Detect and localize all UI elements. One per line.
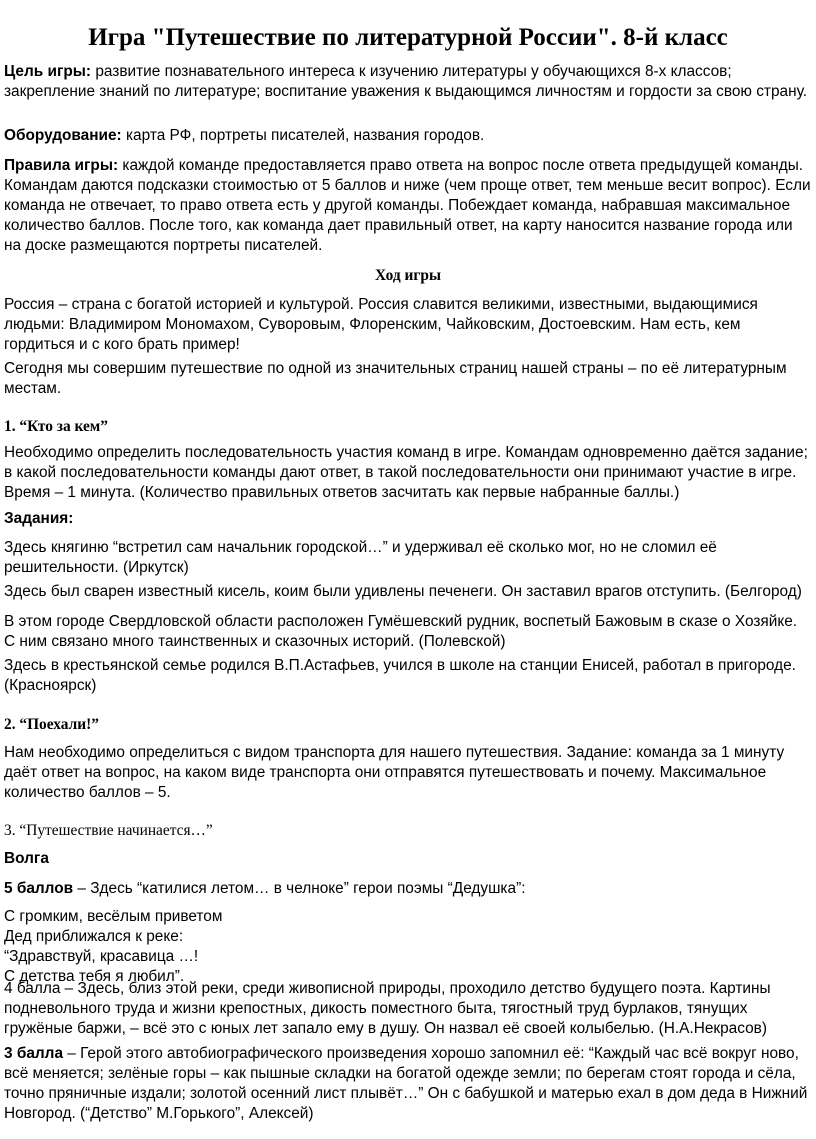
points5-paragraph: [4, 879, 812, 899]
equipment-text: карта РФ, портреты писателей, названия городов.: [121, 127, 485, 144]
poem-line: Дед приближался к реке:: [4, 928, 184, 945]
poem-block: [4, 907, 812, 987]
section3-heading: 3. “Путешествие начинается…”: [4, 822, 213, 839]
section2-text: Нам необходимо определиться с видом транспорта для нашего путешествия. Задание: команда за 1 минуту даёт ответ на вопрос, на каком виде транспорта они отправятся путешествовать и почему. Максимальное количество баллов – 5.: [4, 744, 785, 801]
poem-line: “Здравствуй, красавица …!: [4, 948, 199, 965]
section2-heading: 2. “Поехали!”: [4, 716, 99, 733]
section1-text: Необходимо определить последовательность участия команд в игре. Командам одновременно даётся задание; в какой последовательности команды дают ответ, в такой последовательности они принимают участие в игре. Время – 1 минута. (Количество правильных ответов засчитать как первые набранные баллы.): [4, 444, 808, 501]
rules-paragraph: [4, 156, 812, 256]
rules-label: Правила игры:: [4, 157, 119, 174]
intro-paragraph: Сегодня мы совершим путешествие по одной из значительных страниц нашей страны – по её литературным местам.: [4, 360, 787, 397]
section1-heading: 1. “Кто за кем”: [4, 418, 108, 435]
task-item: Здесь был сварен известный кисель, коим были удивлены печенеги. Он заставил врагов отступить. (Белгород): [4, 583, 802, 600]
course-heading: Ход игры: [375, 267, 441, 284]
points3-paragraph: [4, 1044, 812, 1124]
goal-text: развитие познавательного интереса к изучению литературы у обучающихся 8-х классов; закрепление знаний по литературе; воспитание уважения к выдающимся личностям и гордости за свою страну.: [4, 63, 808, 100]
goal-label: Цель игры:: [4, 63, 92, 80]
page-title: Игра "Путешествие по литературной России". 8-й класс: [88, 24, 728, 51]
section3-subheading: Волга: [4, 850, 49, 867]
task-item: В этом городе Свердловской области расположен Гумёшевский рудник, воспетый Бажовым в сказе о Хозяйке. С ним связано много таинственных и сказочных историй. (Полевской): [4, 613, 798, 650]
poem-line: С детства тебя я любил”.: [4, 968, 185, 985]
points5-label: 5 баллов: [4, 880, 74, 897]
points3-text: – Герой этого автобиографического произведения хорошо запомнил её: “Каждый час всё вокруг ново, всё меняется; зелёные горы – как пышные складки на богатой одежде земли; по берегам стоят города и сёла, точно пряничные издали; золотой осенний лист плывёт…” Он с бабушкой и матерью ехал в дом деда в Нижний Новгород. (“Детство” М.Горького”, Алексей): [4, 1045, 808, 1122]
points5-text: – Здесь “катилися летом… в челноке” герои поэмы “Дедушка”:: [73, 880, 526, 897]
equipment-paragraph: [4, 126, 812, 146]
task-item: Здесь княгиню “встретил сам начальник городской…” и удерживал её сколько мог, но не сломил её решительности. (Иркутск): [4, 539, 717, 576]
rules-text: каждой команде предоставляется право ответа на вопрос после ответа предыдущей команды. Командам даются подсказки стоимостью от 5 баллов и ниже (чем проще ответ, тем меньше весит вопрос). Если команда не отвечает, то право ответа есть у другой команды. Побеждает команда, набравшая максимальное количество баллов. После того, как команда дает правильный ответ, на карту наносится название города или на доске размещаются портреты писателей.: [4, 157, 811, 254]
intro-paragraph: Россия – страна с богатой историей и культурой. Россия славится великими, известными, выдающимися людьми: Владимиром Мономахом, Суворовым, Флоренским, Чайковским, Достоевским. Нам есть, кем гордиться и с кого брать пример!: [4, 296, 758, 353]
points4-paragraph: 4 балла – Здесь, близ этой реки, среди живописной природы, проходило детство будущего поэта. Картины подневольного труда и жизни крепостных, дикость поместного быта, тягостный труд бурлаков, тянущих гружёные баржи, – всё это с юных лет запало ему в душу. Он назвал её своей колыбелью. (Н.А.Некрасов): [4, 980, 771, 1037]
poem-line: С громким, весёлым приветом: [4, 908, 223, 925]
points3-label: 3 балла: [4, 1045, 64, 1062]
goal-paragraph: [4, 62, 812, 102]
task-item: Здесь в крестьянской семье родился В.П.Астафьев, учился в школе на станции Енисей, работал в пригороде. (Красноярск): [4, 657, 796, 694]
equipment-label: Оборудование:: [4, 127, 122, 144]
tasks-label: Задания:: [4, 510, 74, 527]
